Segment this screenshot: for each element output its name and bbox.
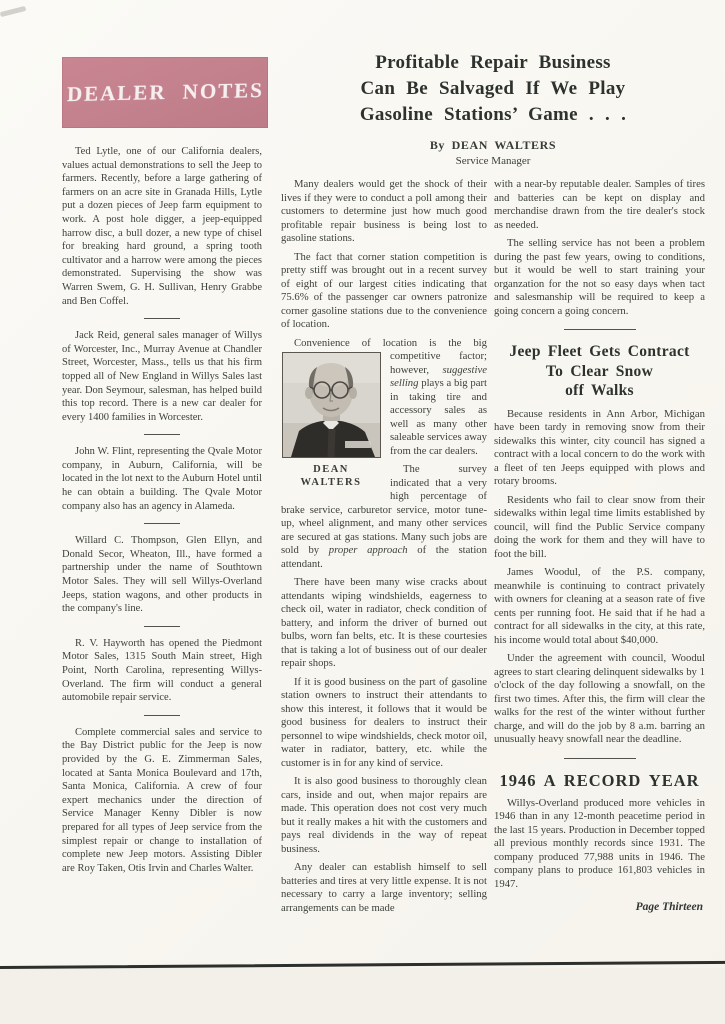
article-paragraph: Because residents in Ann Arbor, Michigan have been tardy in removing snow from their sidewalks this winter, city council has signed a contract with a local concern to do the work with a fleet of ten Jeeps equipped with plows and rotary brooms. xyxy=(494,407,705,487)
article-paragraph: Any dealer can establish himself to sell batteries and tires at very little expense. It is not necessary to carry a large inventory; selling arrangements can be made xyxy=(281,861,487,914)
dealer-notes-text xyxy=(62,145,262,875)
article-column-right xyxy=(494,178,705,913)
portrait-figure xyxy=(281,353,381,489)
article-paragraph: James Woodul, of the P.S. company, meanwhile is continuing to contract privately with owners for cleaning at a season rate of five cents per running foot. He said that if he had a contract for all sidewalks in the city, at this rate, his income would total about $40,000. xyxy=(494,566,705,646)
section-divider xyxy=(144,523,180,524)
article-title-line: Profitable Repair Business xyxy=(375,52,611,73)
paragraph-text: The survey indicated that a very high percentage of brake service, carburetor service, motor tune-up, wheel alignment, and many other services are secured at gas stations. Many such jobs are sold by xyxy=(281,463,487,556)
paragraph-text: Convenience of location is the big xyxy=(294,336,487,349)
paragraph-text: plays a big part in taking tire and accessory sales as well as many other saleable services away from the car dealers. xyxy=(390,377,487,457)
article-title xyxy=(281,50,705,128)
snow-title-line: Jeep Fleet Gets Contract xyxy=(509,343,690,360)
section-divider xyxy=(144,434,180,435)
dealer-note-item: Ted Lytle, one of our California dealers, values actual demonstrations to sell the Jeep to farmers. Recently, before a large gathering of farmers on an acre site in Granada Hills, Lytle put a dozen pieces of Jeep farm equipment to work. A post hole digger, a jeep-equipped harrow disc, a bull dozer, a new type of chisel for breaking hard ground, a spring tooth cultivator and a harrow were among the pieces demonstrated. Supervising the show was Warren Swem, G. H. Sullivan, Henry Grabbe and Ben Coffel. xyxy=(62,146,262,307)
article-title-line: Can Be Salvaged If We Play xyxy=(360,78,626,99)
section-divider xyxy=(144,715,180,716)
section-divider xyxy=(564,329,636,330)
article-column-left xyxy=(281,178,487,920)
snow-title-line: To Clear Snow xyxy=(545,362,654,380)
snow-article-title xyxy=(494,342,705,401)
article-paragraph: Many dealers would get the shock of their lives if they were to conduct a poll among their customers to determine just how much good profitable repair business is being lost to gasoline stations. xyxy=(281,178,487,244)
article-paragraph: The selling service has not been a problem during the past few years, owing to conditions, but it would be well to start training your organzation for the not so easy days when tact and salesmanship will be required to keep a going concern a going concern. xyxy=(494,237,705,317)
article-paragraph: It is also good business to thoroughly clean cars, inside and out, when major repairs are made. This operation does not cost very much but it really makes a hit with the customers and pays real dividends in the way of repeat business. xyxy=(281,775,487,855)
section-divider xyxy=(144,626,180,627)
article-paragraph: Willys-Overland produced more vehicles in 1946 than in any 12-month peacetime period in the last 15 years. Production in December topped all previous monthly records since 1931. The company produced 77,988 units in 1946. The company plans to produce 161,803 vehicles in 1947. xyxy=(494,796,705,890)
article-paragraph: with a near-by reputable dealer. Samples of tires and batteries can be kept on display and merchandise drawn from the tire dealer's stock as needed. xyxy=(494,178,705,231)
article-title-line: Gasoline Stations’ Game . . . xyxy=(359,104,627,125)
page-number-label: Page Thirteen xyxy=(635,901,703,913)
dealer-notes-column xyxy=(62,57,268,875)
paragraph-text: of the station attendant. xyxy=(281,544,487,570)
dealer-notes-title: DEALER NOTES xyxy=(66,77,264,107)
photo-caption-line: DEAN xyxy=(313,464,349,475)
dealer-note-item: R. V. Hayworth has opened the Piedmont Motor Sales, 1315 South Main street, High Point, North Carolina, representing Willys-Overland. The firm will conduct a general automobile repair service. xyxy=(62,637,262,704)
photo-caption xyxy=(281,463,381,489)
scan-margin xyxy=(0,968,725,1024)
article-paragraph: If it is good business on the part of gasoline station owners to instruct their attendants to show this interest, it follows that it would be good business for dealers to instruct their personnel to wipe windshields, check motor oil, water in radiator, battery, etc. while the customer is in for any kind of service. xyxy=(281,675,487,769)
dealer-note-item: John W. Flint, representing the Qvale Motor company, in Auburn, California, will be located in the lot next to the Auburn Hotel until he can obtain a building. The Qvale Motor company also has an agency in Alameda. xyxy=(62,446,262,512)
dealer-notes-banner xyxy=(62,57,268,128)
dealer-note-item: Jack Reid, general sales manager of Willys of Worcester, Inc., Murray Avenue at Chandler Street, Worcester, Mass., tells us that his firm topped all of New England in Willys Sales last year. Don Seymour, salesman, has helped build this top record. There is a new car dealer for every 1400 families in Worcester. xyxy=(62,330,262,423)
article-header xyxy=(281,50,705,167)
byline: By DEAN WALTERS xyxy=(429,138,557,152)
italic-phrase: proper approach xyxy=(328,544,408,556)
section-divider xyxy=(564,758,636,759)
dealer-note-item: Complete commercial sales and service to the Bay District public for the Jeep is now provided by the G. E. Zimmerman Sales, located at Santa Monica Boulevard and 17th, Santa Monica, California. A crew of four expert mechanics under the direction of Service Manager Kenny Dibler is now prepared for all types of Jeep service from the simplest repair or change to installation of complete new Jeep motors. Assisting Dibler are Roy Taken, Otis Irvin and Charles Walter. xyxy=(62,726,262,874)
article-paragraph: There have been many wise cracks about attendants wiping windshields, eagerness to check oil, water in radiator, check condition of battery, and inform the driver of burned out bulbs, worn fan belts, etc. It is these courtesies that is taking a lot of business out of our dealer repair shops. xyxy=(281,576,487,669)
scan-smudge xyxy=(0,6,26,17)
italic-phrase: suggestive selling xyxy=(390,363,487,389)
dean-walters-photo xyxy=(283,353,380,457)
article-paragraph: The fact that corner station competition is pretty stiff was brought out in a recent survey of eight of our largest cities indicating that 75.6% of the passenger car owners patronize corner gasoline stations due to the convenience of location. xyxy=(281,250,487,330)
article-paragraph: Residents who fail to clear snow from their sidewalks within legal time limits established by council, will find the Public Service company doing the work for them and they will have to foot the bill. xyxy=(494,493,705,560)
photo-caption-line: WALTERS xyxy=(300,477,362,488)
byline-role: Service Manager xyxy=(455,155,531,167)
record-year-title: 1946 A RECORD YEAR xyxy=(499,770,700,790)
dealer-note-item: Willard C. Thompson, Glen Ellyn, and Donald Secor, Wheaton, Ill., have formed a partnership under the name of Southtown Motor Sales. They will sell Willys-Overland Jeeps, station wagons, and other products in the company's line. xyxy=(62,535,262,615)
article-paragraph: Under the agreement with council, Woodul agrees to start clearing delinquent sidewalks by 1 o'clock of the day following a snowfall, on the first two times. After this, the firm will clear the walks for the rest of the winter without further charge, and will do the job by 8 a.m. barring an unusually heavy snowfall near the deadline. xyxy=(494,652,705,745)
article-paragraph xyxy=(281,336,487,488)
paragraph-text: competitive factor; however, xyxy=(390,350,487,376)
snow-title-line: off Walks xyxy=(565,382,634,399)
section-divider xyxy=(144,318,180,319)
